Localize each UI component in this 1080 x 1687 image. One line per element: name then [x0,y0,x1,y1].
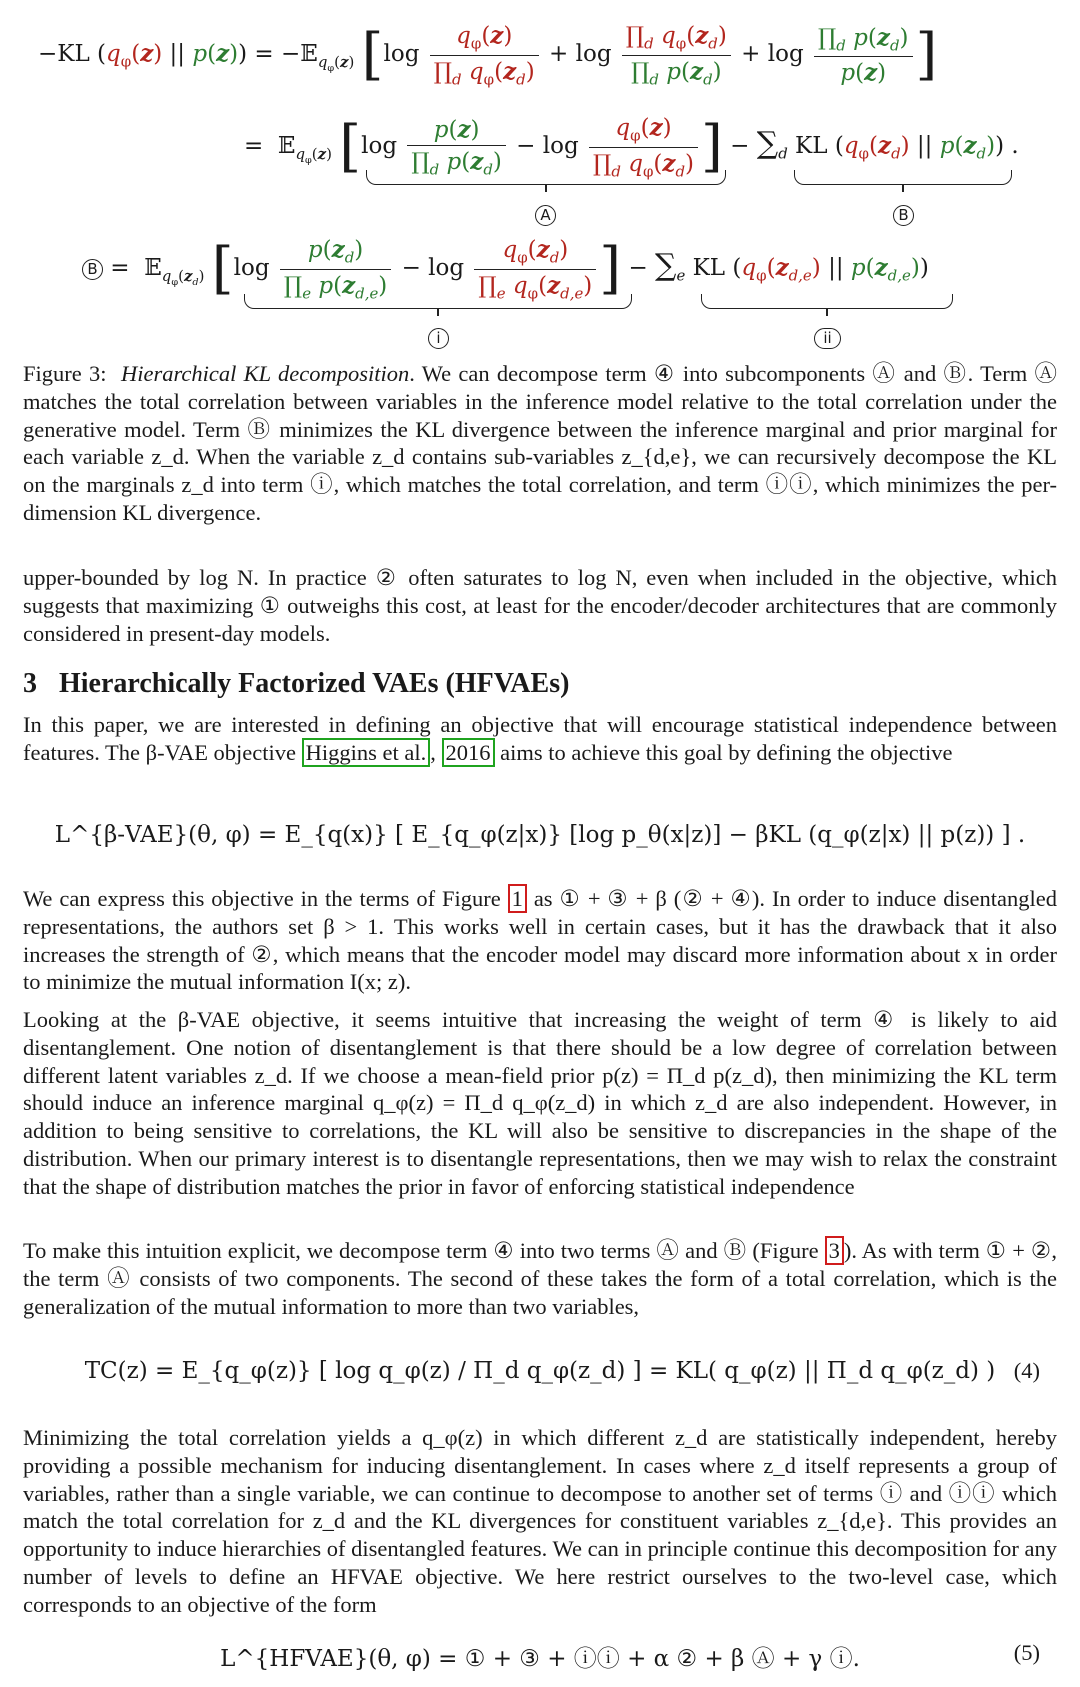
equation-5-number: (5) [1013,1640,1040,1665]
paragraph-1-text-a: In this paper, we are interested in defining an objective that will encourage statistical independence between features. The β-VAE objective [23,712,1057,765]
citation-author-link[interactable]: Higgins et al. [302,738,431,767]
paragraph-1: In this paper, we are interested in defining an objective that will encourage statistical independence between features. The β-VAE objective Higgins et al. , 2016 aims to achieve this goal by defining the objective [23,712,1057,765]
brace-term-i [244,294,632,309]
caption-title: Hierarchical KL decomposition [121,361,410,386]
paragraph-2-text-a: We can express this objective in the terms of Figure [23,886,508,911]
figure-3-caption [23,360,1057,527]
section-number: 3 [23,668,37,699]
label-term-ii: ii [814,328,841,349]
label-term-b: B [893,205,914,226]
paragraph-4 [23,1237,1057,1320]
paragraph-3: Looking at the β-VAE objective, it seems intuitive that increasing the weight of term ④ is likely to aid disentanglement. One notion of disentanglement is that there should be a low degree of correlation between different latent variables z_d. If we choose a mean-field prior p(z) = Π_d p(z_d), then minimizing the KL term should induce an inference marginal q_φ(z) = Π_d q_φ(z_d) in which z_d are also independent. However, in addition to being sensitive to correlations, the KL will also be sensitive to discrepancies in the shape of the distribution. When our primary interest is to disentangle representations, then we may wish to relax the constraint that the shape of distribution matches the prior in favor of enforcing statistical independence [23,1007,1057,1199]
figure-3-ref-link[interactable]: 3 [825,1236,844,1265]
paragraph-5: Minimizing the total correlation yields a q_φ(z) in which different z_d are statistically independent, hereby providing a possible mechanism for inducing disentanglement. In cases where z_d itself represents a group of variables, rather than a single variable, we can continue to decompose to another set of terms ⓘ and ⓘⓘ which match the total correlation for z_d and the KL divergences for constituent variables z_{d,e}. This provides an opportunity to induce hierarchies of disentangled features. We can in principle continue this decomposition for any number of levels to define an HFVAE objective. We here restrict ourselves to the two-level case, which corresponds to an objective of the form [23,1425,1057,1617]
paragraph-2-text-b: as ① + ③ + β (② + ④). In order to induce disentangled representations, the authors set β > 1. This works well in certain cases, but it has the drawback that it also increases the strength of ②, which means that the encoder model may discard more information about x in order to minimize the mutual information I(x; z). [23,886,1058,995]
section-title: Hierarchically Factorized VAEs (HFVAEs) [59,668,570,699]
equation-4: TC(z) = E_{q_φ(z)} [ log q_φ(z) / Π_d q_φ(z_d) ] = KL( q_φ(z) || Π_d q_φ(z_d) ) [84,1358,996,1384]
equation-beta-vae: L^{β-VAE}(θ, φ) = E_{q(x)} [ E_{q_φ(z|x)} [log p_θ(x|z)] − βKL (q_φ(z|x) || p(z)) ] . [54,822,1026,848]
caption-label: Figure 3: [23,361,107,386]
paragraph-1-text-b: aims to achieve this goal by defining the objective [494,739,953,765]
paragraph-intro: upper-bounded by log N. In practice ② often saturates to log N, even when included in the objective, which suggests that maximizing ① outweighs this cost, at least for the encoder/decoder architectures that are commonly considered in present-day models. [23,565,1057,646]
label-term-i: i [428,328,449,349]
section-heading [23,668,569,700]
fig3-equation-3: B = 𝔼$_{q_\varphi(z_d)}$ [log $\frac{p(z_d)}{\prod_e p(z_{d,e})}$ − log $\frac{q_\varphi(z_d)}{\prod_e q_\varphi(z_{d,e})}$ ] − $\sum_e$ KL ($q_\varphi(z_{d,e})$ || $p(z_{d,e})$) [82,236,929,302]
brace-term-b [794,170,1012,185]
figure-1-ref-link[interactable]: 1 [508,884,527,913]
label-term-a: A [535,205,556,226]
paragraph-2 [23,885,1057,996]
paragraph-4-text-b: ). As with term ① + ②, the term Ⓐ consists of two components. The second of these takes the form of a total correlation, which is the generalization of the mutual information to more than two variables, [23,1238,1057,1319]
caption-text: . We can decompose term ④ into subcomponents Ⓐ and Ⓑ. Term Ⓐ matches the total correlation between variables in the inference model relative to the total correlation under the generative model. Term Ⓑ minimizes the KL divergence between the inference marginal and prior marginal for each variable z_d. When the variable z_d contains sub-variables z_{d,e}, we can recursively decompose the KL on the marginals z_d into term ⓘ, which matches the total correlation, and term ⓘⓘ, which minimizes the per-dimension KL divergence. [23,361,1057,525]
fig3-equation-2: = 𝔼$_{q_\varphi(z)}$ [log $\frac{p(z)}{\prod_d p(z_d)}$ − log $\frac{q_\varphi(z)}{\prod_d q_\varphi(z_d)}$ ] − $\sum_d$ KL ($q_\varphi(z_d)$ || $p(z_d)$) . [244,114,1019,181]
brace-term-ii [701,294,953,309]
brace-term-a [366,170,726,185]
equation-5: L^{HFVAE}(θ, φ) = ① + ③ + ⓘⓘ + α ② + β Ⓐ + γ ⓘ. [220,1646,860,1672]
paragraph-4-text-a: To make this intuition explicit, we decompose term ④ into two terms Ⓐ and Ⓑ (Figure [23,1238,825,1263]
fig3-equation-1: −KL ($q_\varphi(z)$ || p(z)) = −𝔼$_{q_\varphi(z)}$ [log $\frac{q_\varphi(z)}{\prod_d q_\varphi(z_d)}$ + log $\frac{\prod_d q_\varphi(z_d)}{\prod_d p(z_d)}$ + log $\frac{\prod_d p(z_d)}{p(z)}$ ] [38,22,938,89]
equation-4-number: (4) [1013,1358,1040,1383]
citation-year-link[interactable]: 2016 [442,738,495,767]
